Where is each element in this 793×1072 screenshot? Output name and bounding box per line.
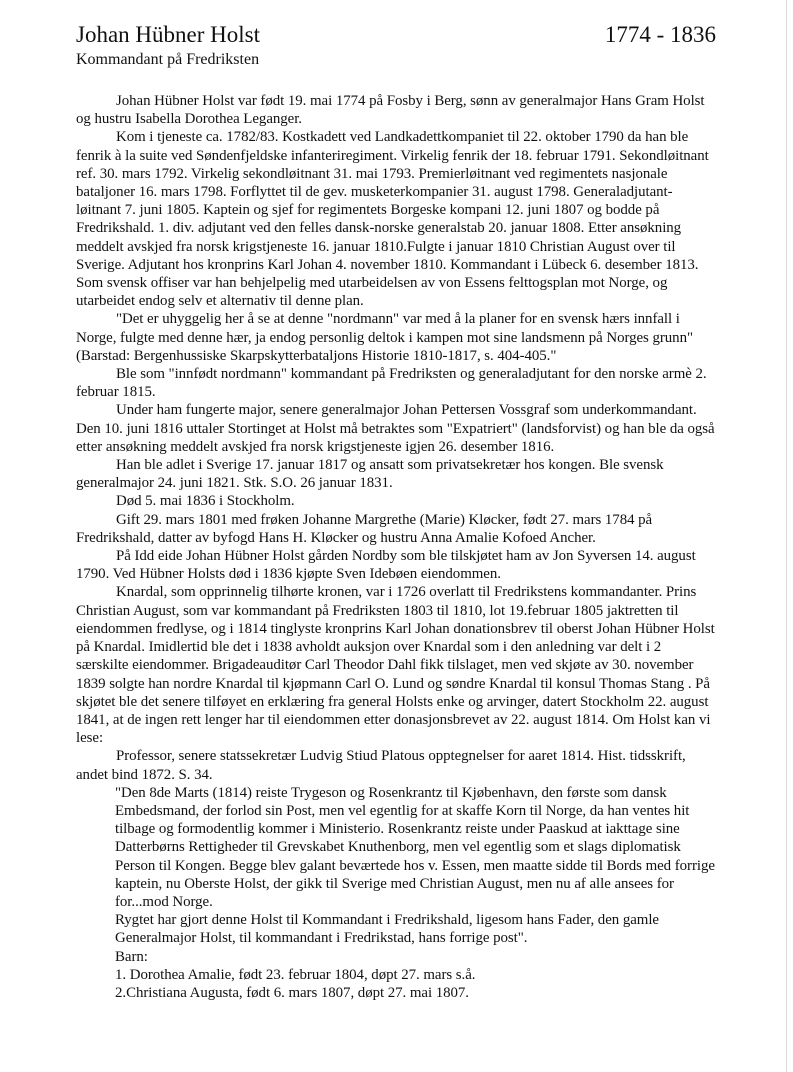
quote-paragraph-2: Rygtet har gjort denne Holst til Kommandant i Fredrikshald, ligesom hans Fader, den gamle Generalmajor Holst, til kommandant i Fredrikstad, hans forrige post".: [115, 912, 659, 947]
life-years: 1774 - 1836: [604, 22, 716, 47]
paragraph-nordby: På Idd eide Johan Hübner Holst gården Nordby som ble tilskjøtet ham av Jon Syversen 14. august 1790. Ved Hübner Holsts død i 1836 kjøpte Sven Idebøen eiendommen.: [76, 548, 696, 583]
paragraph-vossgraf: Under ham fungerte major, senere generalmajor Johan Pettersen Vossgraf som underkommandant. Den 10. juni 1816 uttaler Stortinget at Holst må betraktes som "Expatriert" (landsforvist) og han ble da også etter ansøkning meddelt avskjed fra norsk krigstjeneste igjen 26. desember 1816.: [76, 402, 715, 455]
quoted-section: [76, 784, 716, 1002]
quote-paragraph-1: "Den 8de Marts (1814) reiste Trygeson og Rosenkrantz til Kjøbenhavn, den første som dansk Embedsmand, der forlod sin Post, men vel egentlig for at skaffe Korn til Norge, da han ventes hit tilbage og formodentlig kommer i Ministerio. Rosenkrantz reiste under Paaskud at iakttage sine Datterbørns Rettigheder til Grevskabet Knuthenborg, men vel egentlig som et slags diplomatisk Person til Kongen. Begge blev galant beværtede hos v. Essen, men maatte sidde til Bords med forrige kaptein, nu Oberste Holst, der gikk til Sverige med Christian August, men nu af alle ansees for for...mod Norge.: [115, 784, 715, 910]
page-edge-rule: [786, 0, 787, 1072]
children-heading: Barn:: [115, 948, 148, 965]
paragraph-marriage: Gift 29. mars 1801 med frøken Johanne Margrethe (Marie) Kløcker, født 27. mars 1784 på Fredrikshald, datter av byfogd Hans H. Kløcker og hustru Anna Amalie Kofoed Ancher.: [76, 511, 653, 546]
paragraph-platou-source: Professor, senere statssekretær Ludvig Stiud Platous opptegnelser for aaret 1814. Hist. tidsskrift, andet bind 1872. S. 34.: [76, 748, 686, 783]
position-subtitle: Kommandant på Fredriksten: [76, 51, 260, 68]
paragraph-birth: Johan Hübner Holst var født 19. mai 1774 på Fosby i Berg, sønn av generalmajor Hans Gram Holst og hustru Isabella Dorothea Leganger.: [76, 93, 705, 128]
paragraph-death: Død 5. mai 1836 i Stockholm.: [116, 493, 295, 510]
paragraph-commandant: Ble som "innfødt nordmann" kommandant på Fredriksten og generaladjutant for den norske armè 2. februar 1815.: [76, 366, 707, 401]
title-row: [76, 21, 716, 49]
paragraph-career: Kom i tjeneste ca. 1782/83. Kostkadett ved Landkadettkompaniet til 22. oktober 1790 da han ble fenrik à la suite ved Søndenfjeldske infanteriregiment. Virkelig fenrik der 18. februar 1791. Sekondløitnant ref. 30. mars 1792. Virkelig sekondløitnant 31. mai 1793. Premierløitnant ved regimentets nasjonale bataljoner 16. mars 1798. Forflyttet til de gev. musketerkompanier 31. august 1798. Generaladjutant-løitnant 7. juni 1805. Kaptein og sjef for regimentets Borgeske kompani 12. juni 1807 og bodde på Fredrikshald. 1. div. adjutant ved den felles dansk-norske generalstab 20. januar 1808. Etter ansøkning meddelt avskjed fra norsk krigstjeneste 16. januar 1810.Fulgte i januar 1810 Christian August over til Sverige. Adjutant hos kronprins Karl Johan 4. november 1810. Kommandant i Lübeck 6. desember 1813. Som svensk offiser var han behjelpelig med utarbeidelsen av von Essens felttogsplan mot Norge, og utarbeidet endog selv et alternativ til denne plan.: [76, 129, 709, 310]
document-header: [76, 21, 716, 70]
person-name-title: Johan Hübner Holst: [76, 22, 260, 47]
paragraph-knardal: Knardal, som opprinnelig tilhørte kronen, var i 1726 overlatt til Fredrikstens kommandanter. Prins Christian August, som var kommandant på Fredriksten 1803 til 1810, lot 19.februar 1805 jaktretten til eiendommen fredlyse, og i 1814 tinglyste kronprins Karl Johan donationsbrev til oberst Johan Hübner Holst på Knardal. Imidlertid ble det i 1838 avholdt auksjon over Knardal som i den anledning var delt i 2 særskilte eiendommer. Brigadeauditør Carl Theodor Dahl fikk tilslaget, men ved skjøte av 30. november 1839 solgte han nordre Knardal til kjøpmann Carl O. Lund og søndre Knardal til konsul Thomas Stang . På skjøtet ble det senere tilføyet en erklæring fra general Holsts enke og arvinger, datert Stockholm 22. august 1841, at de ingen rett lenger har til eiendommen etter donasjonsbrevet av 22. august 1814. Om Holst kan vi lese:: [76, 584, 715, 747]
paragraph-ennobled: Han ble adlet i Sverige 17. januar 1817 og ansatt som privatsekretær hos kongen. Ble svensk generalmajor 24. juni 1821. Stk. S.O. 26 januar 1831.: [76, 457, 664, 492]
biography-body: [76, 92, 716, 1002]
child-entry-1: 1. Dorothea Amalie, født 23. februar 1804, døpt 27. mars s.å.: [115, 966, 476, 983]
paragraph-barstad-quote: "Det er uhyggelig her å se at denne "nordmann" var med å la planer for en svensk hærs innfall i Norge, fulgte med denne hær, ja endog personlig deltok i kampen mot sine landsmenn på Norges grunn" (Barstad: Bergenhussiske Skarpskytterbataljons Historie 1810-1817, s. 404-405.": [76, 311, 693, 364]
child-entry-2: 2.Christiana Augusta, født 6. mars 1807, døpt 27. mai 1807.: [115, 984, 469, 1001]
